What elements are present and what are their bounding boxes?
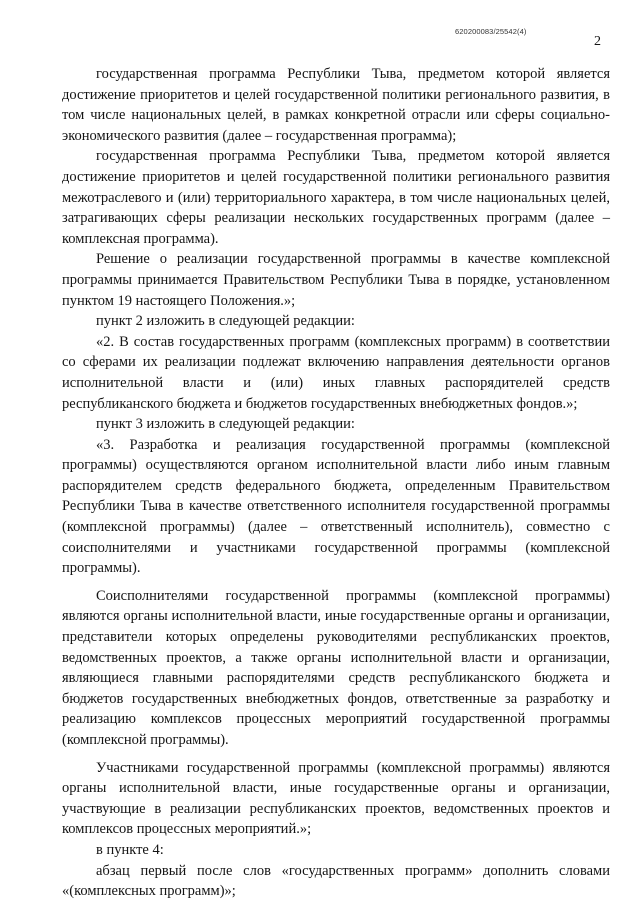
paragraph-item-2-intro: пункт 2 изложить в следующей редакции: <box>96 313 355 330</box>
paragraph-decision: Решение о реализации государственной программы в качестве комплексной программы принимается Правительством Республики Тыва в порядке, установленном пунктом 19 настоящего Положения.»; <box>62 251 610 309</box>
paragraph-item-3-text: «3. Разработка и реализация государственной программы (комплексной программы) осуществляются органом исполнительной власти либо иным главным распорядителем средств федерального бюджета, определенным Правительством Республики Тыва в качестве ответственного исполнителя государственной программы (комплексной программы) (далее – ответственный исполнитель), совместно с соисполнителями и участниками государственной программы (комплексной программы). <box>62 436 610 577</box>
page-number: 2 <box>594 34 601 49</box>
paragraph-co-executors: Соисполнителями государственной программы (комплексной программы) являются органы исполнительной власти, иные государственные органы и организации, представители которых определены руководителями республиканских проектов, ведомственных проектов, а также органы исполнительной власти и организации, являющиеся главными распорядителями средств республиканского бюджета и бюджетов государственных внебюджетных фондов, ответственные за разработку и реализацию комплексов процессных мероприятий государственной программы (комплексной программы). <box>62 587 610 748</box>
paragraph-item-4-intro: в пункте 4: <box>96 841 164 858</box>
paragraph-item-3-intro: пункт 3 изложить в следующей редакции: <box>96 416 355 433</box>
document-code: 620200083/25542(4) <box>455 27 527 36</box>
document-body <box>62 64 610 902</box>
paragraph-item-2-text: «2. В состав государственных программ (комплексных программ) в соответствии со сферами их реализации подлежат включению направления деятельности органов исполнительной власти и (или) иных главных распорядителей средств республиканского бюджета и бюджетов государственных внебюджетных фондов.»; <box>62 333 610 412</box>
paragraph-item-4-amendment: абзац первый после слов «государственных программ» дополнить словами «(комплексных программ)»; <box>62 862 610 900</box>
paragraph-complex-program-definition: государственная программа Республики Тыва, предметом которой является достижение приоритетов и целей государственной политики регионального развития межотраслевого и (или) территориального характера, в том числе национальных целей, затрагивающих сферы реализации нескольких государственных программ (далее – комплексная программа). <box>62 148 610 247</box>
paragraph-participants: Участниками государственной программы (комплексной программы) являются органы исполнительной власти, иные государственные органы и организации, участвующие в реализации республиканских проектов, ведомственных проектов и комплексов процессных мероприятий.»; <box>62 759 610 838</box>
paragraph-program-definition: государственная программа Республики Тыва, предметом которой является достижение приоритетов и целей государственной политики регионального развития, в том числе национальных целей, в рамках конкретной отрасли или сферы социально-экономического развития (далее – государственная программа); <box>62 66 610 144</box>
